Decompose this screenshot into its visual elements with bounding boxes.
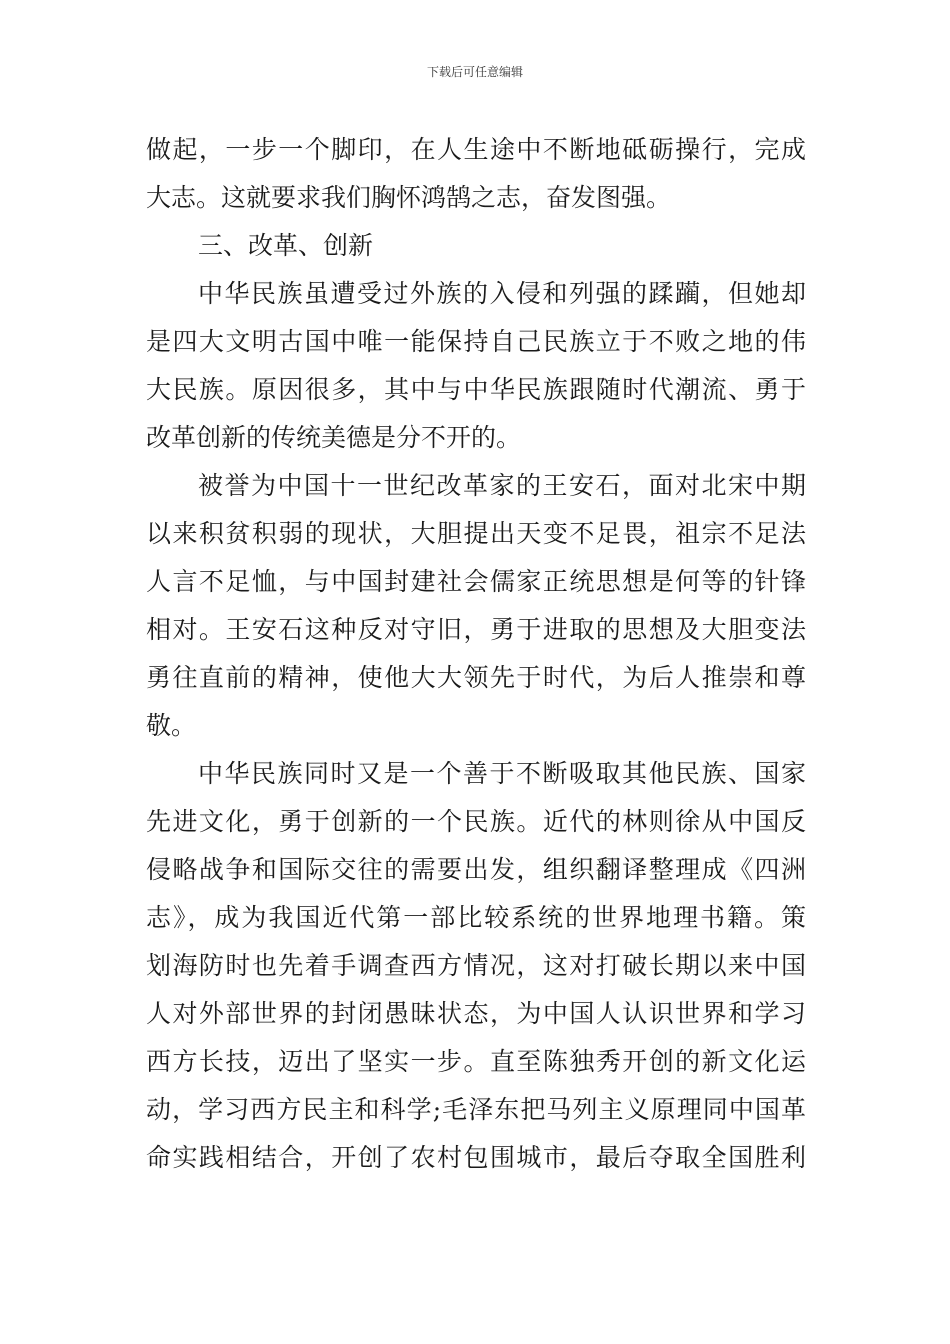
text-line: 侵略战争和国际交往的需要出发，组织翻译整理成《四洲 — [146, 855, 806, 884]
text-line: 勇往直前的精神，使他大大领先于时代，为后人推崇和尊 — [146, 663, 806, 692]
page-header: 下载后可任意编辑 — [426, 65, 523, 79]
text-line: 以来积贫积弱的现状，大胆提出天变不足畏，祖宗不足法 — [146, 519, 806, 548]
text-line: 被誉为中国十一世纪改革家的王安石，面对北宋中期 — [198, 471, 806, 500]
text-line: 中华民族同时又是一个善于不断吸取其他民族、国家 — [198, 759, 806, 788]
text-line: 命实践相结合，开创了农村包围城市，最后夺取全国胜利 — [146, 1143, 806, 1172]
text-line: 三、改革、创新 — [198, 231, 374, 260]
text-line: 志》，成为我国近代第一部比较系统的世界地理书籍。策 — [146, 903, 806, 932]
text-line: 敬。 — [146, 711, 197, 740]
text-line: 人对外部世界的封闭愚昧状态，为中国人认识世界和学习 — [146, 999, 806, 1028]
body-text — [146, 126, 806, 1182]
text-line: 大民族。原因很多，其中与中华民族跟随时代潮流、勇于 — [146, 375, 806, 404]
text-line: 大志。这就要求我们胸怀鸿鹄之志，奋发图强。 — [146, 183, 672, 212]
text-line: 中华民族虽遭受过外族的入侵和列强的蹂躏，但她却 — [198, 279, 806, 308]
text-line: 相对。王安石这种反对守旧，勇于进取的思想及大胆变法 — [146, 615, 806, 644]
text-line: 是四大文明古国中唯一能保持自己民族立于不败之地的伟 — [146, 327, 806, 356]
text-line: 西方长技，迈出了坚实一步。直至陈独秀开创的新文化运 — [146, 1047, 806, 1076]
text-line: 做起，一步一个脚印，在人生途中不断地砥砺操行，完成 — [146, 135, 806, 164]
text-line: 动，学习西方民主和科学;毛泽东把马列主义原理同中国革 — [146, 1095, 806, 1124]
text-line: 改革创新的传统美德是分不开的。 — [146, 423, 522, 452]
text-line: 划海防时也先着手调查西方情况，这对打破长期以来中国 — [146, 951, 806, 980]
text-line: 人言不足恤，与中国封建社会儒家正统思想是何等的针锋 — [146, 567, 806, 596]
text-line: 先进文化，勇于创新的一个民族。近代的林则徐从中国反 — [146, 807, 806, 836]
